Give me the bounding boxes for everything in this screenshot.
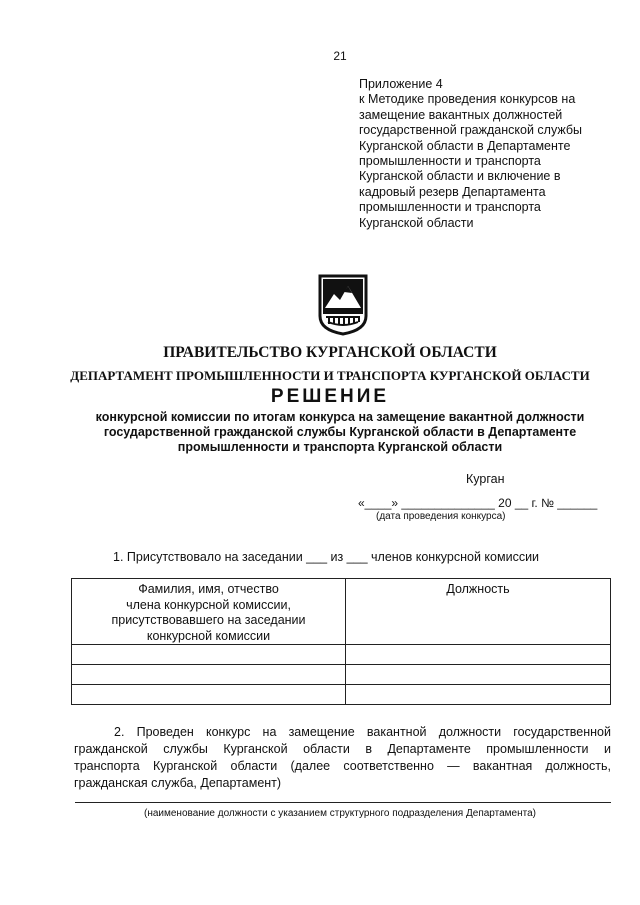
government-title: ПРАВИТЕЛЬСТВО КУРГАНСКОЙ ОБЛАСТИ <box>163 344 497 361</box>
annex-line: государственной гражданской службы <box>359 123 582 138</box>
paragraph-line: гражданская служба, Департамент) <box>74 776 282 790</box>
fill-in-line-note: (наименование должности с указанием структурного подразделения Департамента) <box>144 808 536 819</box>
kurgan-coat-of-arms-icon <box>314 272 372 336</box>
annex-line: замещение вакантных должностей <box>359 107 563 122</box>
paragraph-line: 2. Проведен конкурс на замещение вакантной должности государственной <box>114 725 611 739</box>
annex-line: промышленности и транспорта <box>359 154 541 169</box>
subtitle-line: промышленности и транспорта Курганской области <box>177 440 503 454</box>
annex-line: Курганской области в Департаменте <box>359 138 571 153</box>
table-cell <box>346 645 611 665</box>
table-cell <box>346 665 611 685</box>
paragraph-contest <box>74 724 611 792</box>
table-header-row <box>72 579 611 645</box>
annex-line: промышленности и транспорта <box>359 200 541 215</box>
page-number: 21 <box>333 49 347 63</box>
header-line: Фамилия, имя, отчество <box>138 582 279 596</box>
column-header-member-name <box>72 579 346 645</box>
decision-subtitle <box>70 410 610 455</box>
department-title: ДЕПАРТАМЕНТ ПРОМЫШЛЕННОСТИ И ТРАНСПОРТА КУРГАНСКОЙ ОБЛАСТИ <box>70 368 590 383</box>
paragraph-attendance: 1. Присутствовало на заседании ___ из ___ членов конкурсной комиссии <box>113 550 540 564</box>
header-line: конкурсной комиссии <box>146 628 271 643</box>
table-row <box>72 645 611 665</box>
decision-title: РЕШЕНИЕ <box>270 386 390 407</box>
annex-line: Приложение 4 <box>359 77 443 91</box>
header-line: члена конкурсной комиссии, <box>126 597 291 612</box>
subtitle-line: государственной гражданской службы Курганской области в Департаменте <box>103 425 577 439</box>
paragraph-line: транспорта Курганской области (далее соответственно — вакантная должность, <box>74 759 611 773</box>
fill-in-line <box>75 802 611 803</box>
header-line: присутствовавшего на заседании <box>111 613 306 627</box>
table-cell <box>72 645 346 665</box>
table-cell <box>346 685 611 705</box>
date-note: (дата проведения конкурса) <box>376 511 506 522</box>
place-label: Курган <box>466 472 505 486</box>
annex-line: Курганской области и включение в <box>359 169 561 184</box>
table-cell <box>72 685 346 705</box>
date-number-line: «____» ______________ 20 __ г. № ______ <box>358 496 598 510</box>
annex-line: к Методике проведения конкурсов на <box>359 92 576 107</box>
members-table <box>71 578 611 705</box>
table-row <box>72 685 611 705</box>
paragraph-line: гражданской службы Курганской области в Департаменте промышленности и <box>74 742 611 756</box>
subtitle-line: конкурсной комиссии по итогам конкурса на замещение вакантной должности <box>95 410 585 424</box>
table-cell <box>72 665 346 685</box>
table-row <box>72 665 611 685</box>
annex-line: кадровый резерв Департамента <box>359 184 546 199</box>
annex-line: Курганской области <box>359 215 474 230</box>
column-header-position: Должность <box>346 579 611 645</box>
annex-block <box>359 77 629 231</box>
